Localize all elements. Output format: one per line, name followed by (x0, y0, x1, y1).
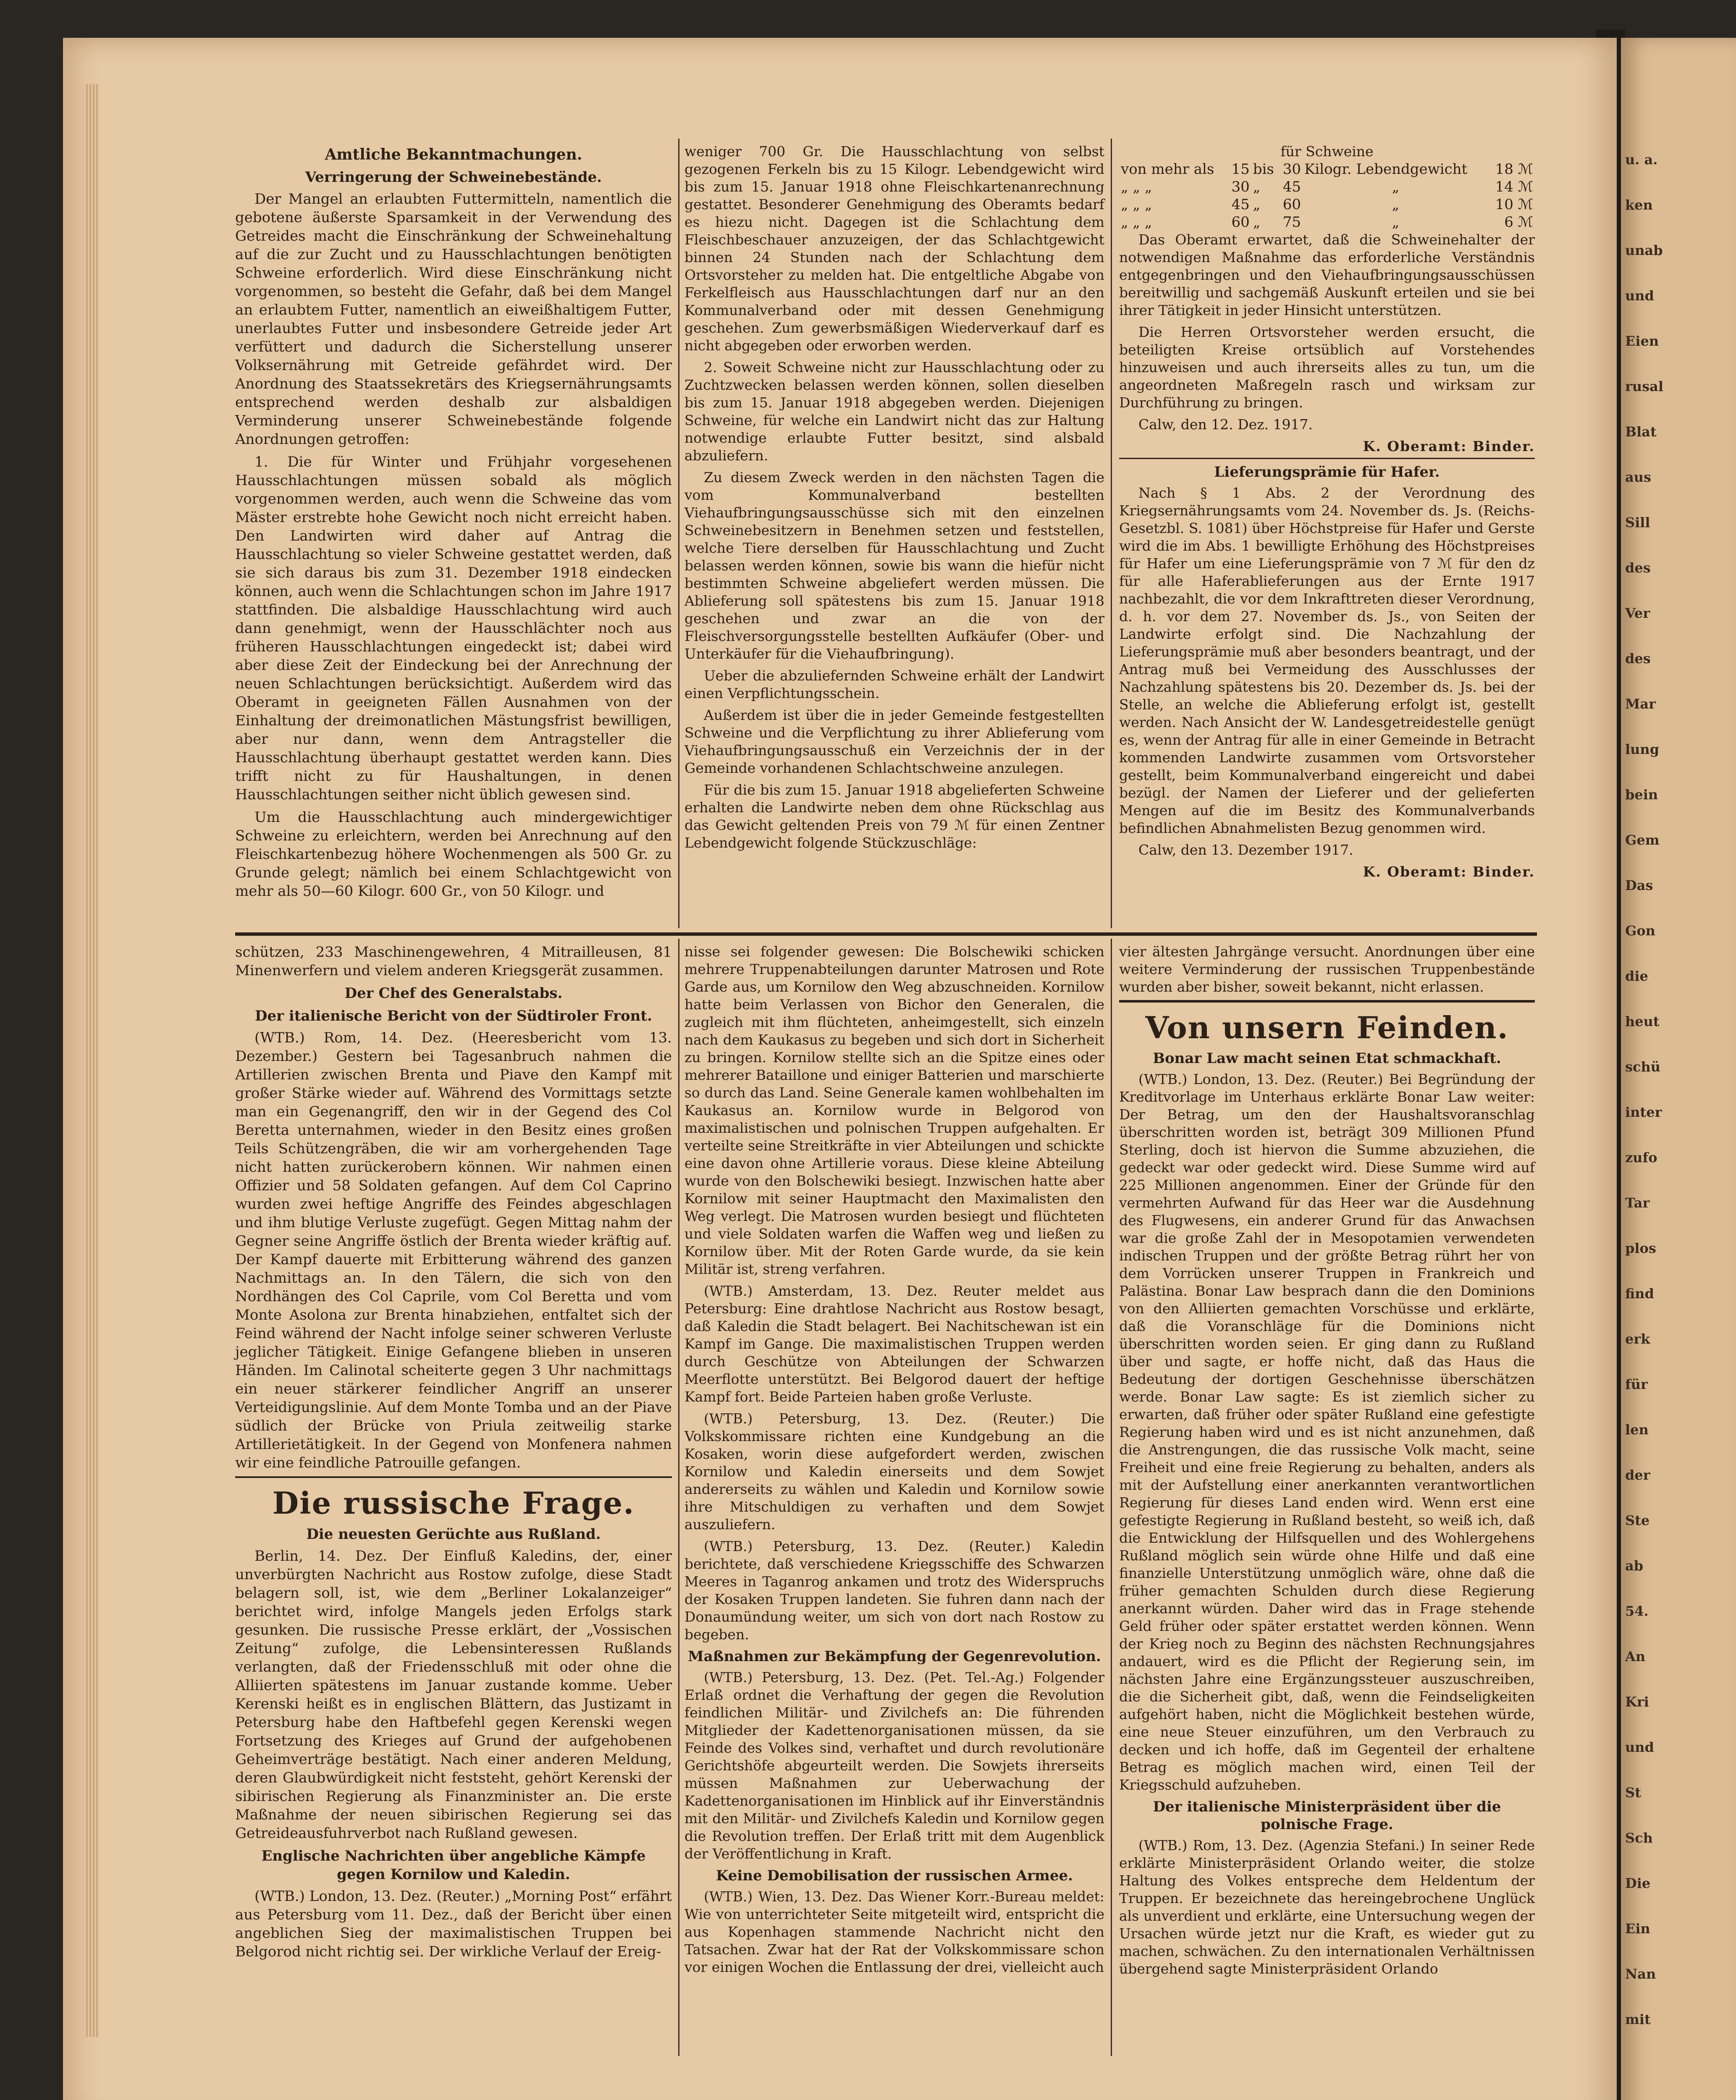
paragraph: Das Oberamt erwartet, daß die Schweinehalter der notwendigen Maßnahme das erforderliche Verständnis entgegenbringen und den Viehaufbringungsausschüssen bereitwillig und sachgemäß Auskunft erteilen und sie bei ihrer Tätigkeit in jeder Hinsicht unterstützen. (1119, 231, 1535, 318)
article-title-orlando: Der italienische Ministerpräsident über die polnische Frage. (1153, 1798, 1501, 1833)
next-page-fragment: ab (1625, 1558, 1644, 1574)
article-title-demobilisation: Keine Demobilisation der russischen Armee. (716, 1867, 1073, 1884)
signature: K. Oberamt: Binder. (1363, 438, 1535, 454)
paragraph: (WTB.) Petersburg, 13. Dez. (Reuter.) Kaledin berichtete, daß verschiedene Kriegsschiffe des Schwarzen Meeres in Taganrog ankamen und trotz des Widerspruchs der Kosaken Truppen landeten. Sie fuhren dann nach der Donaumündung weiter, um sich von dort nach Rostow zu begeben. (684, 1538, 1104, 1643)
next-page-fragment: Tar (1625, 1195, 1650, 1211)
section-title-feinden: Von unsern Feinden. (1145, 1010, 1509, 1045)
column-divider (1111, 939, 1112, 2056)
bottom-column-3 (1119, 943, 1535, 1982)
paragraph: (WTB.) Rom, 14. Dez. (Heeresbericht vom 13. Dezember.) Gestern bei Tagesanbruch nahmen die Artillerien zwischen Brenta und Piave den Kampf mit großer Stärke wieder auf. Während des Vormittags setzte man ein Gegenangriff, den wir in der Gegend des Col Beretta unternahmen, wieder in den Besitz eines großen Teils Schützengräben, die wir am vorhergehenden Tage nicht hatten zurückerobern können. Wir nahmen einen Offizier und 58 Soldaten gefangen. Auf dem Col Caprino wurden zwei heftige Angriffe des Feindes abgeschlagen und ihm blutige Verluste zugefügt. Gegen Mittag nahm der Gegner seine Angriffe östlich der Brenta wieder kräftig auf. Der Kampf dauerte mit Erbitterung während des ganzen Nachmittags an. In den Tälern, die sich von den Nordhängen des Col Caprile, vom Col Beretta und vom Monte Asolona zur Brenta hinabziehen, entfaltet sich der Feind während der Nacht infolge seiner schweren Verluste jeglicher Tätigkeit. Einige Gefangene blieben in unseren Händen. Im Calinotal scheiterte gegen 3 Uhr nachmittags ein neuer stärkerer feindlicher Angriff an unserer Verteidigungslinie. Auf dem Monte Tomba und an der Piave südlich der Brücke von Priula zeitweilig starke Artillerietätigkeit. In der Gegend von Monfenera nahmen wir eine feindliche Patrouille gefangen. (235, 1029, 672, 1471)
page-stack-edges (86, 84, 99, 2037)
table-cell: „ (1253, 196, 1261, 213)
paragraph: weniger 700 Gr. Die Hausschlachtung von selbst gezogenen Ferkeln bis zu 15 Kilogr. Lebendgewicht wird bis zum 15. Januar 1918 ohne Fleischkartenanrechnung gestattet. Besonderer Genehmigung des Oberamts bedarf es hiezu nicht. Dagegen ist die Schlachtung dem Fleischbeschauer anzuzeigen, der das Schlachtgewicht binnen 24 Stunden nach der Schlachtung dem Ortsvorsteher zu melden hat. Die entgeltliche Abgabe von Ferkelfleisch aus Hausschlachtungen darf nur an den Kommunalverband oder mit dessen Genehmigung geschehen. Zum gewerbsmäßigen Wiederverkauf darf es nicht abgegeben oder erworben werden. (684, 143, 1104, 354)
table-row (1119, 178, 1535, 196)
table-cell: „ (1253, 178, 1261, 195)
paragraph: (WTB.) London, 13. Dez. (Reuter.) „Morning Post“ erfährt aus Petersburg vom 11. Dez., daß der Bericht über einen angeblichen Sieg der maximalistischen Truppen bei Belgorod nicht richtig sei. Der wirkliche Verlauf der Ereig- (235, 1888, 672, 1960)
table-cell: „ (1392, 214, 1400, 231)
table-cell: „ „ „ (1121, 214, 1152, 231)
table-cell: 45 (1282, 178, 1301, 195)
paragraph: Berlin, 14. Dez. Der Einfluß Kaledins, der, einer unverbürgten Nachricht aus Rostow zufolge, diese Stadt belagern soll, ist, wie dem „Berliner Lokalanzeiger“ berichtet wird, infolge Mangels jeden Erfolgs stark gesunken. Die russische Presse erklärt, der „Vossischen Zeitung“ zufolge, die Lebensinteressen Rußlands verlangten, daß der Friedensschluß mit oder ohne die Alliierten spätestens im Januar zustande komme. Ueber Kerenski heißt es in englischen Blättern, das Justizamt in Petersburg habe den Haftbefehl gegen Kerenski wegen Fortsetzung des Krieges auf Grund der aufgehobenen Geheimverträge bestätigt. Nach einer anderen Meldung, deren Glaubwürdigkeit nicht feststeht, gehört Kerenski der sibirischen Regierung als Finanzminister an. Die erste Maßnahme der neuen sibirischen Regierung sei das Getreideausfuhrverbot nach Rußland gewesen. (235, 1548, 672, 1842)
table-cell: 30 (1231, 178, 1250, 195)
next-page-fragment: Ste (1625, 1512, 1650, 1528)
article-title-gegenrevolution: Maßnahmen zur Bekämpfung der Gegenrevolution. (688, 1648, 1101, 1665)
next-page-fragment: rusal (1625, 378, 1664, 394)
table-cell: 14 ℳ (1495, 178, 1533, 195)
next-page-fragment: erk (1625, 1331, 1650, 1347)
table-cell: 10 ℳ (1495, 196, 1533, 213)
next-page-fragment: des (1625, 560, 1651, 576)
table-caption: für Schweine (1280, 143, 1374, 160)
next-page-fragment: Blat (1625, 424, 1657, 440)
table-cell: 45 (1231, 196, 1250, 213)
table-cell: „ (1253, 214, 1261, 231)
next-page-fragment: Das (1625, 877, 1653, 893)
signature: Der Chef des Generalstabs. (344, 985, 563, 1002)
dateline: Calw, den 13. Dezember 1917. (1138, 842, 1353, 858)
section-divider (235, 932, 1537, 936)
table-row (1119, 160, 1535, 178)
next-page-fragment: len (1625, 1422, 1649, 1438)
next-page-fragment: und (1625, 288, 1654, 304)
article-title-hafer: Lieferungsprämie für Hafer. (1214, 464, 1440, 480)
paragraph: (WTB.) Amsterdam, 13. Dez. Reuter meldet aus Petersburg: Eine drahtlose Nachricht aus Rostow besagt, daß Kaledin die Stadt belagert. Bei Nachitschewan ist ein Kampf im Gange. Die maximalistischen Truppen werden durch Geschütze von Abteilungen der Schwarzen Meerflotte unterstützt. Bei Belgorod dauert der heftige Kampf fort. Beide Parteien haben große Verluste. (684, 1283, 1104, 1405)
next-page-fragment: Sch (1625, 1830, 1653, 1846)
table-cell: 60 (1231, 214, 1250, 231)
next-page-fragment: St (1625, 1785, 1641, 1801)
next-page-fragment: plos (1625, 1240, 1656, 1256)
next-page-fragment: unab (1625, 242, 1663, 258)
article-title-italian-report: Der italienische Bericht von der Südtiroler Front. (255, 1008, 652, 1024)
table-cell: „ (1392, 178, 1400, 195)
paragraph: Außerdem ist über die in jeder Gemeinde festgestellten Schweine und die Verpflichtung zu ihrer Ablieferung vom Viehaufbringungsausschuß ein Verzeichnis der in der Gemeinde vorhandenen Schlachtschweine anzulegen. (684, 707, 1104, 776)
next-page-fragment: Kri (1625, 1694, 1649, 1710)
section-title-amtliche: Amtliche Bekanntmachungen. (325, 146, 582, 163)
next-page-fragment: ken (1625, 197, 1653, 213)
paragraph: (WTB.) Rom, 13. Dez. (Agenzia Stefani.) In seiner Rede erklärte Ministerpräsident Orlando weiter, die stolze Haltung des Volkes entspreche dem Heldentum der Truppen. Er bezeichnete das hereingebrochene Unglück als unverdient und erklärte, eine Untersuchung wegen der Ursachen würde jetzt nur die Kraft, es wieder gut zu machen, schwächen. Zu den internationalen Verhältnissen übergehend sagte Ministerpräsident Orlando (1119, 1837, 1535, 1977)
top-column-2 (684, 143, 1104, 856)
paragraph: Nach § 1 Abs. 2 der Verordnung des Kriegsernährungsamts vom 24. November ds. Js. (Reichs-Gesetzbl. S. 1081) über Höchstpreise für Hafer und Gerste wird die im Abs. 1 bewilligte Erhöhung des Höchstpreises für Hafer um eine Lieferungsprämie von 7 ℳ für den dz für alle Haferablieferungen aus der Ernte 1917 nachbezahlt, die vor dem Inkrafttreten dieser Verordnung, d. h. vor dem 27. November ds. Js., von Seiten der Landwirte erfolgt sind. Die Nachzahlung der Lieferungsprämie muß aber besonders beantragt, und der Antrag muß bei Vermeidung des Ausschlusses der Nachzahlung spätestens bis 20. Dezember ds. Js. bei der Stelle, an welche die Ablieferung erfolgt ist, gestellt werden. Nach Ansicht der W. Landesgetreidestelle genügt es, wenn der Antrag für alle in einer Gemeinde in Betracht kommenden Landwirte zusammen vom Ortsvorsteher gestellt, beim Kommunalverband eingereicht und dabei bezügl. der Namen der Lieferer und der gelieferten Mengen auf die im Besitz des Kommunalverbands befindlichen Abnahmelisten Bezug genommen wird. (1119, 485, 1535, 836)
article-subtitle: Die neuesten Gerüchte aus Rußland. (306, 1526, 601, 1543)
table-cell: 15 (1231, 161, 1250, 178)
table-cell: 6 ℳ (1504, 214, 1533, 231)
article-title-schweinebestaende: Verringerung der Schweinebestände. (305, 169, 602, 186)
next-page-fragment: Eien (1625, 333, 1659, 349)
table-cell: 18 ℳ (1495, 161, 1533, 178)
next-page-fragment: find (1625, 1286, 1654, 1302)
table-cell: 60 (1282, 196, 1301, 213)
article-subtitle: Englische Nachrichten über angebliche Kämpfe gegen Kornilow und Kaledin. (261, 1848, 646, 1883)
table-row (1119, 196, 1535, 213)
next-page-fragment: schü (1625, 1059, 1661, 1075)
paragraph: 2. Soweit Schweine nicht zur Hausschlachtung oder zu Zuchtzwecken belassen werden können, sollen dieselben bis zum 15. Januar 1918 abgegeben werden. Diejenigen Schweine, für welche ein Landwirt nicht das zur Haltung notwendige erlaubte Futter besitzt, sind alsbald abzuliefern. (684, 359, 1104, 464)
next-page-fragment: bein (1625, 787, 1658, 803)
next-page-fragment: der (1625, 1467, 1650, 1483)
paragraph: Ueber die abzuliefernden Schweine erhält der Landwirt einen Verpflichtungsschein. (684, 667, 1104, 701)
table-cell: bis (1253, 161, 1274, 178)
next-page-fragment: An (1625, 1648, 1646, 1664)
paragraph: (WTB.) London, 13. Dez. (Reuter.) Bei Begründung der Kreditvorlage im Unterhaus erklärte Bonar Law weiter: Der Betrag, um den der Haushaltsvoranschlag überschritten worden ist, beträgt 309 Millionen Pfund Sterling, doch ist hiervon die Summe abzuziehen, die gedeckt war oder gedeckt wird. Diese Summe wird auf 225 Millionen angenommen. Einer der Gründe für den vermehrten Aufwand für das Heer war die Ausdehnung des Flugwesens, ein anderer Grund für das Anwachsen war die große Zahl der in Mesopotamien verwendeten indischen Truppen und der größte Betrag rührt her von dem Vorrücken unserer Truppen in Frankreich und Palästina. Bonar Law besprach dann die den Dominions von den Alliierten gemachten Vorschüsse und erklärte, daß die Voranschläge für die Dominions nicht überschritten worden seien. Er ging dann zu Rußland über und sagte, er hoffe nicht, daß das Haus die Bedeutung der dortigen Geschehnisse überschätzen werde. Bonar Law sagte: Es ist ziemlich sicher zu erwarten, daß früher oder später Rußland eine gefestigte Regierung haben wird und es ist nicht anzunehmen, daß die Anstrengungen, die das russische Volk macht, seine Freiheit und eine freie Regierung zu behalten, anders als mit der Aufstellung einer anerkannten verantwortlichen Regierung für dieses Land enden wird. Wenn erst eine gefestigte Regierung in Rußland besteht, so weiß ich, daß die Entwicklung der Hilfsquellen und des Wohlergehens Rußland möglich sein würde ohne Hilfe und daß eine finanzielle Unterstützung unmöglich wäre, ohne daß die früher gemachten Schulden durch diese Regierung anerkannt würden. Daher wird das in Frage stehende Geld früher oder später erstattet werden können. Wenn der Krieg noch zu Beginn des nächsten Rechnungsjahres andauert, wird es die Pflicht der Regierung sein, im nächsten Jahre eine Ergänzungssteuer auszuschreiben, die die Sicherheit gibt, daß, wenn die Feindseligkeiten aufgehört haben, nicht die Möglichkeit bestehen würde, eine neue Steuer einzuführen, um den Verbrauch zu decken und ich hoffe, daß im Gegenteil der erhaltene Betrag es möglich machen wird, einen Teil der Kriegsschuld aufzuheben. (1119, 1071, 1535, 1793)
next-page-fragment: zufo (1625, 1150, 1657, 1166)
paragraph: Zu diesem Zweck werden in den nächsten Tagen die vom Kommunalverband bestellten Viehaufbringungsausschüsse sich mit den einzelnen Schweinebesitzern in Benehmen setzen und feststellen, welche Tiere derselben für Hausschlachtung und Zucht belassen werden können, sowie bis wann die hiefür nicht bestimmten Schweine abgeliefert werden müssen. Die Ablieferung soll spätestens bis zum 15. Januar 1918 geschehen und zwar an die von der Fleischversorgungsstelle bestellten Aufkäufer (Ober- und Unterkäufer für die Viehaufbringung). (684, 469, 1104, 662)
paragraph: nisse sei folgender gewesen: Die Bolschewiki schicken mehrere Truppenabteilungen darunter Matrosen und Rote Garde aus, um Kornilow den Weg abzuschneiden. Kornilow hatte beim Verlassen von Bichor den Generalen, die zugleich mit ihm flüchteten, anheimgestellt, sich einzeln nach dem Kaukasus zu begeben und sich dort in Sicherheit zu bringen. Kornilow stellte sich an die Spitze eines oder mehrerer Bataillone und einiger Batterien und marschierte so durch das Land. Seine Generale kamen wohlbehalten im Kaukasus an. Kornilow wurde in Belgorod von maximalistischen und polnischen Truppen aufgehalten. Er verteilte seine Streitkräfte in vier Abteilungen und schickte eine davon ohne Artillerie voraus. Diese kleine Abteilung wurde von den Bolschewiki besiegt. Inzwischen hatte aber Kornilow mit seiner Hauptmacht den Maximalisten den Weg verlegt. Die Matrosen wurden besiegt und flüchteten und viele Soldaten warfen die Waffen weg und ließen zu Kornilow über. Mit der Roten Garde wurde, da sie kein Militär ist, streng verfahren. (684, 943, 1104, 1277)
next-page-fragment: u. a. (1625, 152, 1658, 168)
divider (1119, 458, 1535, 459)
paragraph: Für die bis zum 15. Januar 1918 abgelieferten Schweine erhalten die Landwirte neben dem ohne Rückschlag aus das Gewicht geltenden Preis von 79 ℳ für einen Zentner Lebendgewicht folgende Stückzuschläge: (684, 782, 1104, 851)
top-column-1 (235, 143, 672, 905)
table-cell: „ (1392, 196, 1400, 213)
next-page-fragment: Die (1625, 1875, 1651, 1891)
next-page-fragment: Mar (1625, 696, 1656, 712)
top-column-3 (1119, 143, 1535, 883)
next-page-fragment: inter (1625, 1104, 1662, 1120)
next-page-fragment: lung (1625, 741, 1660, 757)
paragraph: schützen, 233 Maschinengewehren, 4 Mitrailleusen, 81 Minenwerfern und vielem anderen Kriegsgerät zusammen. (235, 944, 672, 979)
next-page-fragment: Ver (1625, 605, 1650, 621)
table-cell: von mehr als (1121, 161, 1214, 178)
table-cell: „ „ „ (1121, 178, 1152, 195)
next-page-fragment: heut (1625, 1013, 1660, 1029)
paragraph: Die Herren Ortsvorsteher werden ersucht, die beteiligten Kreise ortsüblich auf Vorstehendes hinzuweisen und auch ihrerseits alles zu tun, um die angeordneten Maßregeln rasch und wirksam zur Durchführung zu bringen. (1119, 324, 1535, 411)
table-cell: Kilogr. Lebendgewicht (1304, 161, 1468, 178)
divider (1119, 1000, 1535, 1003)
column-divider (678, 939, 679, 2056)
next-page-fragment: 54. (1625, 1603, 1649, 1619)
bottom-column-2 (684, 943, 1104, 1980)
next-page-fragment: für (1625, 1376, 1648, 1392)
paragraph: 1. Die für Winter und Frühjahr vorgesehenen Hausschlachtungen müssen sobald als möglich vorgenommen werden, auch wenn die Schweine das vom Mäster erstrebte hohe Gewicht noch nicht erreicht haben. Den Landwirten wird daher auf Antrag die Hausschlachtung so vieler Schweine gestattet werden, daß sie sich daraus bis zum 31. Dezember 1918 eindecken können, auch wenn die Schlachtungen schon im Jahre 1917 stattfinden. Die alsbaldige Hausschlachtung wird auch dann genehmigt, wenn der Hausschlächter noch aus früheren Hausschlachtungen eingedeckt ist; dabei wird aber diese Zeit der Eindeckung bei der Anrechnung der neuen Schlachtungen berücksichtigt. Außerdem wird das Oberamt in geeigneten Fällen Ausnahmen von der Einhaltung der dreimonatlichen Mästungsfrist bewilligen, aber nur dann, wenn dem Antragsteller die Hausschlachtung überhaupt gestattet werden kann. Dies trifft nicht zu für Haushaltungen, in denen Hausschlachtungen seither nicht üblich gewesen sind. (235, 454, 672, 803)
dateline: Calw, den 12. Dez. 1917. (1138, 416, 1313, 433)
next-page-fragment: des (1625, 651, 1651, 667)
bottom-column-1 (235, 943, 672, 1965)
next-page-fragment: die (1625, 968, 1648, 984)
column-divider (678, 139, 679, 928)
surcharge-table (1119, 160, 1535, 231)
paragraph: vier ältesten Jahrgänge versucht. Anordnungen über eine weitere Verminderung der russischen Truppenbestände wurden aber bisher, soweit bekannt, nicht erlassen. (1119, 943, 1535, 995)
section-title-russian-question: Die russische Frage. (272, 1485, 635, 1521)
next-page-fragment: Gon (1625, 923, 1655, 939)
next-page-fragment: mit (1625, 2011, 1651, 2027)
table-cell: „ „ „ (1121, 196, 1152, 213)
column-divider (1111, 139, 1112, 928)
table-cell: 30 (1282, 161, 1301, 178)
next-page-fragment: Nan (1625, 1966, 1656, 1982)
next-page-fragment: Ein (1625, 1921, 1650, 1937)
table-cell: 75 (1282, 214, 1301, 231)
next-page-fragment: Sill (1625, 514, 1650, 530)
next-page-fragment: Gem (1625, 832, 1660, 848)
paragraph: Um die Hausschlachtung auch mindergewichtiger Schweine zu erleichtern, werden bei Anrechnung auf den Fleischkartenbezug höhere Wochenmengen als 500 Gr. zu Grunde gelegt; nämlich bei einem Schlachtgewicht von mehr als 50—60 Kilogr. 600 Gr., von 50 Kilogr. und (235, 809, 672, 900)
divider (235, 1476, 672, 1478)
article-subtitle: Bonar Law macht seinen Etat schmackhaft. (1153, 1050, 1501, 1067)
paragraph: (WTB.) Wien, 13. Dez. Das Wiener Korr.-Bureau meldet: Wie von unterrichteter Seite mitgeteilt wird, entspricht die aus Kopenhagen stammende Nachricht nicht den Tatsachen. Zwar hat der Rat der Volkskommissare schon vor einigen Wochen die Entlassung der drei, vielleicht auch (684, 1888, 1104, 1975)
table-row (1119, 213, 1535, 231)
paragraph: (WTB.) Petersburg, 13. Dez. (Reuter.) Die Volkskommissare richten eine Kundgebung an die Kosaken, worin diese aufgefordert werden, zwischen Kornilow und Kaledin einerseits und dem Sowjet andererseits zu wählen und Kaledin und Kornilow sowie ihre Mitschuldigen zu verhaften und dem Sowjet auszuliefern. (684, 1410, 1104, 1533)
paragraph: Der Mangel an erlaubten Futtermitteln, namentlich die gebotene äußerste Sparsamkeit in der Verwendung des Getreides macht die Einschränkung der Schweinehaltung auf die zur Zucht und zu Hausschlachtungen benötigten Schweine erforderlich. Wird diese Einschränkung nicht vorgenommen, so besteht die Gefahr, daß bei dem Mangel an erlaubtem Futter, namentlich an eiweißhaltigem Futter, unerlaubtes Futter und insbesondere Getreide jeder Art verfüttert und dadurch die Sicherstellung unserer Volksernährung mit Getreide gefährdet wird. Der Anordnung des Staatssekretärs des Kriegsernährungsamts entsprechend werden deshalb zur alsbaldigen Verminderung unserer Schweinebestände folgende Anordnungen getroffen: (235, 191, 672, 448)
next-page-fragment: aus (1625, 469, 1652, 485)
paragraph: (WTB.) Petersburg, 13. Dez. (Pet. Tel.-Ag.) Folgender Erlaß ordnet die Verhaftung der gegen die Revolution feindlichen Militär- und Zivilchefs an: Die führenden Mitglieder der Kadettenorganisationen müssen, da sie Feinde des Volkes sind, verhaftet und durch revolutionäre Gerichtshöfe abgeurteilt werden. Die Sowjets ihrerseits müssen Maßnahmen zur Ueberwachung der Kadettenorganisationen im Hinblick auf ihr Einverständnis mit den Militär- und Zivilchefs Kaledin und Kornilow gegen die Revolution treffen. Der Erlaß tritt mit dem Augenblick der Veröffentlichung in Kraft. (684, 1669, 1104, 1862)
next-page-fragment: und (1625, 1739, 1654, 1755)
signature: K. Oberamt: Binder. (1363, 864, 1535, 880)
